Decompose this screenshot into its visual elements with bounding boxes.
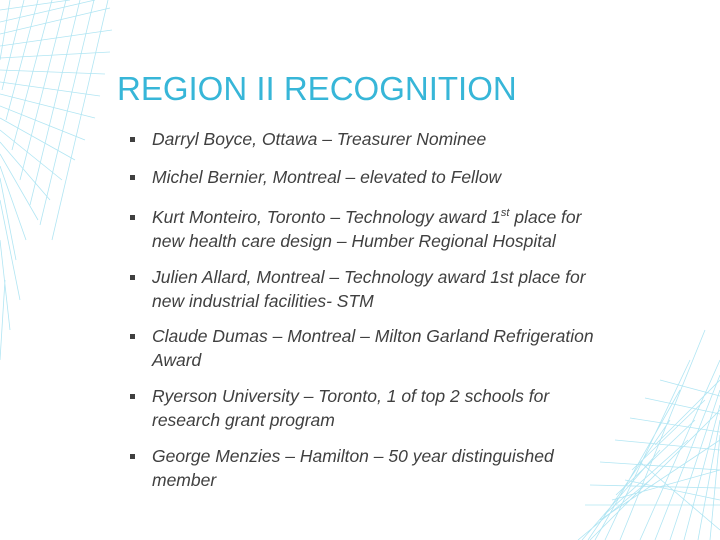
list-item: George Menzies – Hamilton – 50 year distinguished member <box>128 444 598 492</box>
list-item: Julien Allard, Montreal – Technology award 1st place for new industrial facilities- STM <box>128 265 598 313</box>
list-item-text: Kurt Monteiro, Toronto – Technology award 1 <box>152 207 501 227</box>
list-item-text: place for new health care design – Humber Regional Hospital <box>152 207 582 251</box>
list-item <box>128 205 598 253</box>
list-item: Claude Dumas – Montreal – Milton Garland Refrigeration Award <box>128 324 598 372</box>
list-item: Ryerson University – Toronto, 1 of top 2 schools for research grant program <box>128 384 598 432</box>
slide-title: REGION II RECOGNITION <box>117 70 517 107</box>
recognition-list <box>128 127 598 492</box>
list-item: Darryl Boyce, Ottawa – Treasurer Nominee <box>128 127 598 151</box>
ordinal-suffix: st <box>500 207 510 220</box>
list-item: Michel Bernier, Montreal – elevated to Fellow <box>128 165 598 189</box>
